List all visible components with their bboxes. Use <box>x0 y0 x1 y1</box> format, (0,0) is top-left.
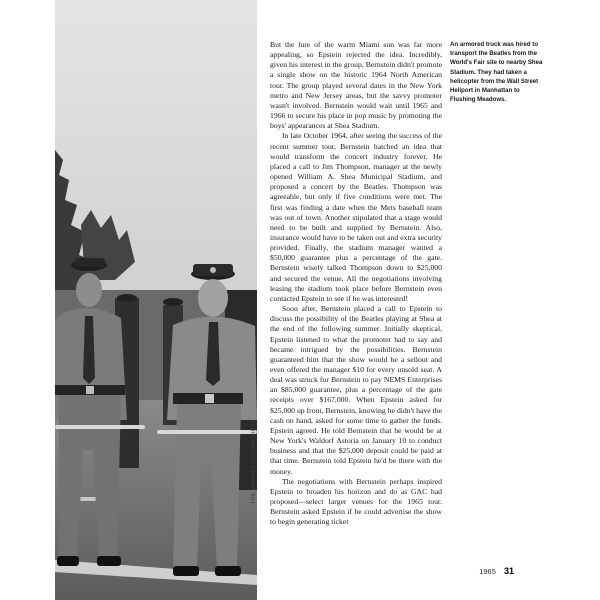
section-label: 1965 <box>479 567 496 576</box>
photo-caption: An armored truck was hired to transport the Beatles from the World's Fair site to nearby Shea Stadium. They had taken a helicopter from the Wall Street Heliport in Manhattan to Flushing Meadows. <box>450 41 543 104</box>
paragraph: The negotiations with Bernstein perhaps inspired Epstein to broaden his horizon and do as GAC had proposed—select larger venues for the 1965 tour. Bernstein asked Epstein if he could advertise the show to begin generating ticket <box>270 476 442 527</box>
page-footer <box>479 566 514 576</box>
photo-credit: THE LIBRARY OF CONGRESS <box>251 419 257 504</box>
paragraph: In late October 1964, after seeing the success of the recent summer tour, Bernstein hatched an idea that would transform the concert industry forever. He placed a call to Jim Thompson, manager at the newly opened William A. Shea Municipal Stadium, and proposed a concert by the Beatles. Thompson was agreeable, but only if five conditions were met. The first was finding a date when the Mets baseball team was out of town. Another stipulated that a stage would need to be built and supplied by Bernstein. Also, insurance would have to be taken out and extra security provided. Finally, the stadium manager wanted a $50,000 guarantee plus a percentage of the gate. Bernstein wisely talked Thompson down to $25,000 and secured the venue. All the negotiations involving leasing the stadium took place before Bernstein even contacted Epstein to see if he was interested! <box>270 131 442 303</box>
photo-image <box>55 0 257 600</box>
page-number: 31 <box>503 566 514 576</box>
paragraph: Soon after, Bernstein placed a call to Epstein to discuss the possibility of the Beatles playing at Shea at the end of the following summer. Initially skeptical, Epstein listened to what the promoter had to say and became intrigued by the possibilities. Bernstein guaranteed him that the show would be a sellout and even offered the manager $10 for every unsold seat. A deal was struck for Bernstein to pay NEMS Enterprises an $85,000 guarantee, plus a percentage of the gate receipts over $167,000. When Epstein asked for $25,000 up front, Bernstein, knowing he didn't have the cash on hand, asked for some time to gather the funds. Epstein agreed. He told Bernstein that he would be at New York's Waldorf Astoria on January 10 to conduct business and that the $25,000 deposit could be paid at that time. Bernstein told Epstein he'd be there with the money. <box>270 304 442 476</box>
article-body <box>270 40 442 528</box>
paragraph: But the lure of the warm Miami sun was far more appealing, so Epstein rejected the idea. Incredibly, given his interest in the group, Bernstein didn't promote a single show on the historic 1964 North American tour. The group played several dates in the New York metro and New Jersey areas, but the savvy promoter wasn't involved. Bernstein would wait until 1965 and 1966 to secure his place in pop music by promoting the boys' appearances at Shea Stadium. <box>270 40 442 131</box>
police-officers-photo <box>55 0 257 600</box>
